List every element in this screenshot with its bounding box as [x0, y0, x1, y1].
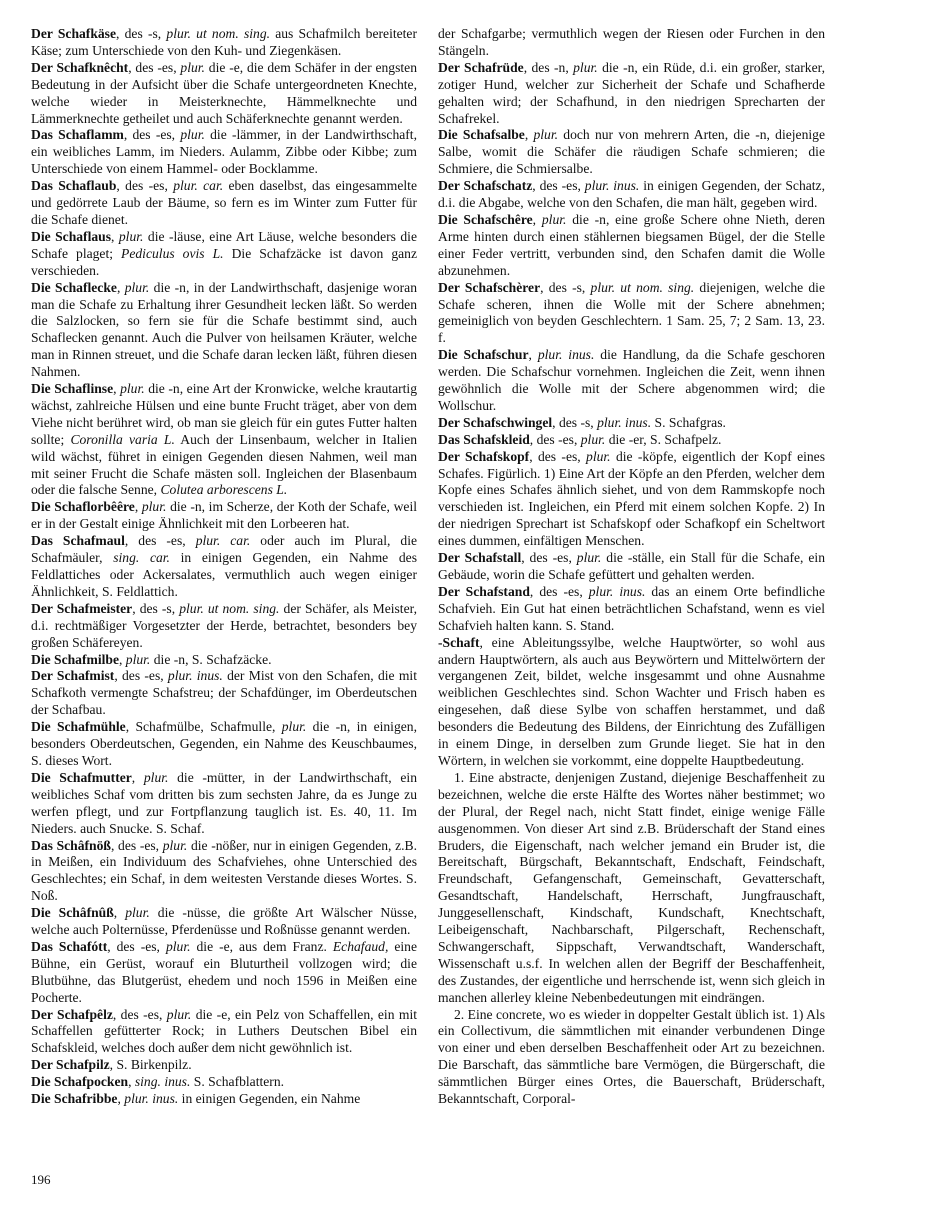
- entry-text: , des -es,: [529, 431, 581, 447]
- headword: Die Schafribbe: [31, 1091, 118, 1107]
- dictionary-entry-schafschatz: [438, 178, 825, 212]
- entry-text: , des -es,: [124, 533, 196, 549]
- headword: Der Schafknêcht: [31, 59, 129, 75]
- dictionary-entry-schafsalbe: [438, 127, 825, 178]
- italic-text: plur. inus.: [597, 414, 652, 430]
- dictionary-entry-schafstall: [438, 550, 825, 584]
- entry-text: die -mütter, in der Landwirthschaft, ein weibliches Schaf vom dritten bis zum sechsten Jahre, da es Junge zu werfen pflegt, und zur Fortpflanzung tauglich ist. Es. 40, 11. Im Nieders. auch Snucke. S. Schaf.: [31, 769, 417, 836]
- entry-text: ,: [524, 127, 534, 143]
- entry-text: 1. Eine abstracte, denjenigen Zustand, diejenige Beschaffenheit zu bezeichnen, welche die erste Hälfte des Wortes näher bestimmet; wo der Plural, der Regel nach, nicht Statt findet, einige wenige Fälle ausgenommen. Von dieser Art sind z.B. Brüderschaft der Stand eines Bruders, die Eigenschaft, nach welcher jemand ein Bruder ist, die Bereitschaft, Bürgschaft, Bekanntschaft, Endschaft, Feindschaft, Freundschaft, Gefangenschaft, Gemeinschaft, Gevatterschaft, Gesandtschaft, Handelschaft, Herrschaft, Jungfrauschaft, Junggesellenschaft, Kindschaft, Kundschaft, Knechtschaft, Leibeigenschaft, Nachbarschaft, Pilgerschaft, Rechenschaft, Schwangerschaft, Sippschaft, Verwandtschaft, Wanderschaft, Wissenschaft u.s.f. In welchen allen der Begriff der Beschaffenheit, des Zustandes, der eigentliche und herrschende ist, wenn sich gleich in manchen allerley kleine Nebenbedeutungen mit eindrängen.: [438, 769, 825, 1005]
- entry-text: , des -n,: [523, 59, 574, 75]
- italic-text: plur.: [162, 837, 188, 853]
- headword: Der Schafpêlz: [31, 1006, 113, 1022]
- entry-text: , des -s,: [116, 26, 167, 41]
- headword: Der Schafschwingel: [438, 414, 553, 430]
- italic-text: plur.: [533, 127, 559, 143]
- entry-text: , des -es,: [116, 178, 174, 194]
- entry-text: , des -s,: [552, 414, 598, 430]
- italic-text: plur.: [166, 1006, 192, 1022]
- entry-text: die Handlung, da die Schafe geschoren werden. Die Schafschur vornehmen. Ingleichen die Zeit, wenn ihnen gewöhnlich die Wolle mit der Schere abgenommen wird; die Wollschur.: [438, 347, 825, 413]
- headword: Die Schafschur: [438, 347, 529, 363]
- italic-text: plur. car.: [195, 533, 251, 549]
- entry-text: in einigen Gegenden, ein Nahme: [178, 1091, 361, 1107]
- italic-text: plur.: [125, 651, 151, 667]
- headword: Die Schafmutter: [31, 769, 132, 785]
- entry-text: die -läuse, eine Art Läuse, welche besonders die Schafe plaget;: [31, 228, 417, 261]
- entry-text: das an einem Orte befindliche Schafvieh. Ein Gut hat einen beträchtlichen Schafstand, wenn es viel Schafvieh halten kann. S. Stand.: [438, 583, 825, 633]
- headword: Die Schaflaus: [31, 228, 111, 244]
- dictionary-entry-schafott: [31, 939, 417, 1007]
- entry-text: , des -es,: [532, 178, 585, 194]
- italic-text: plur. car.: [173, 178, 224, 194]
- headword: Der Schafrüde: [438, 59, 524, 75]
- italic-text: Echafaud,: [332, 938, 389, 954]
- entry-text: 2. Eine concrete, wo es wieder in doppelter Gestalt üblich ist. 1) Als ein Collectivum, die sämmtlichen mit einander verbundenen Dinge von einer und eben derselben Beschaffenheit oder Art zu bezeichnen. Die Barschaft, das sämmtliche bare Vermögen, die Bürgerschaft, die sämmtlichen Bürger eines Ortes, die Bauerschaft, Brüderschaft, Bekanntschaft, Corporal-: [438, 1006, 825, 1107]
- headword: Das Schafmaul: [31, 533, 125, 549]
- entry-text: die -ställe, ein Stall für die Schafe, ein Gebäude, worin die Schafe gefüttert und gehalten werden.: [438, 550, 825, 582]
- dictionary-entry-schafruede: [438, 60, 825, 128]
- entry-text: die -n, in einigen, besonders Oberdeutschen, Gegenden, ein Nahme des Keuschbaumes, S. dieses Wort.: [31, 719, 417, 768]
- page-number: 196: [31, 1172, 51, 1187]
- headword: -Schaft: [438, 634, 480, 650]
- text-paragraph-para-2: [438, 1007, 825, 1108]
- dictionary-entry-schaft-suffix: [438, 635, 825, 770]
- entry-text: die -n, im Scherze, der Koth der Schafe, weil er in der Gestalt einige Ähnlichkeit mit den Lorbeeren hat.: [31, 499, 418, 532]
- dictionary-entry-schafschur: [438, 347, 825, 415]
- entry-text: ,: [113, 381, 121, 397]
- headword: Die Schafmühle: [31, 719, 126, 735]
- entry-text: ,: [134, 499, 142, 515]
- headword: Der Schafschèrer: [438, 279, 541, 295]
- italic-text: plur.: [141, 499, 167, 515]
- headword: Das Schaflaub: [31, 178, 117, 194]
- dictionary-entry-schafribbe: [31, 1091, 417, 1108]
- dictionary-entry-schafscherer: [438, 280, 825, 348]
- entry-text: die -köpfe, eigentlich der Kopf eines Schafes. Figürlich. 1) Eine Art der Köpfe an den Pferden, welcher dem Kopfe eines Schafes ähnlich siehet, und von dem Rammskopfe noch verschieden ist. Ingleichen, ein Pferd mit einem solchen Kopfe. 2) In der niedrigen Sprechart ist Schafskopf oder Schafkopf ein Scheltwort eines dummen, einfältigen Menschen.: [438, 448, 826, 549]
- entry-text: ,: [111, 228, 119, 244]
- entry-text: , S. Birkenpilz.: [109, 1057, 192, 1073]
- entry-text: die -n, in der Landwirthschaft, dasjenige woran man die Schafe zu Erhaltung ihrer Gesundheit lecken läßt. So werden die Salzlocken, so fern sie für die Schafe bestimmt sind, auch Schaflecken genannt. Auch die Pulver von heilsamen Kräuter, welche man in Rinnen streuet, und die Schafe daran lecken läßt, führen diesen Nahmen.: [31, 279, 417, 380]
- italic-text: plur. inus.: [588, 583, 646, 599]
- dictionary-entry-schafpilz: [31, 1057, 417, 1074]
- entry-text: der Mist von den Schafen, die mit Schafkoth vermengte Schafstreu; der Schafdünger, im Oberdeutschen der Schafbau.: [31, 668, 417, 718]
- italic-text: plur.: [573, 59, 598, 75]
- dictionary-entry-schafschere: [438, 212, 825, 280]
- entry-text: die -n, eine Art der Kronwicke, welche krautartig wächst, zahlreiche Hülsen und eine bunte Frucht träget, aber von dem Viehe nicht berühret wird, ob man sie gleich für ein gutes Futter halten sollte;: [31, 381, 417, 447]
- italic-text: plur. inus.: [584, 178, 640, 194]
- entry-text: die -nößer, nur in einigen Gegenden, z.B. in Meißen, ein Individuum des Schafviehes, ohne Unterschied des Geschlechtes; ein Schaf, in dem weitesten Verstande dieses Wortes. S. Noß.: [31, 837, 417, 904]
- entry-text: der Schäfer, als Meister, d.i. rechtmäßiger Vorgesetzter der Herde, betrachtet, besonders bey großen Schäfereyen.: [31, 600, 417, 650]
- dictionary-entry-schaflaub: [31, 178, 417, 229]
- entry-text: ,: [113, 905, 126, 921]
- headword: Der Schafstall: [438, 550, 522, 566]
- entry-text: diejenigen, welche die Schafe scheren, ihnen die Wolle mit der Schere abnehmen; gemeiniglich von beyden Geschlechtern. 1 Sam. 25, 7; 2 Sam. 13, 23. f.: [438, 279, 825, 346]
- italic-text: plur. ut nom. sing.: [166, 26, 271, 41]
- right-column: [438, 26, 825, 1108]
- entry-text: Die Schafzäcke ist davon ganz verschieden.: [31, 245, 417, 278]
- dictionary-entry-schafnoess: [31, 838, 417, 906]
- dictionary-entry-schafschwingel: [438, 415, 825, 432]
- italic-text: plur.: [586, 448, 611, 464]
- dictionary-entry-schafkaese: [31, 26, 417, 60]
- entry-text: eben daselbst, das eingesammelte und gedörrete Laub der Bäume, so fern es im Winter zum Futter für die Schafe dienet.: [31, 178, 417, 227]
- entry-text: eine Bühne, ein Gerüst, worauf ein Bluturtheil vollzogen wird; die Blutbühne, das Blutgerüst, ehedem und noch 1596 in Meißen eine Pocherte.: [31, 938, 417, 1005]
- dictionary-entry-schafmuehle: [31, 719, 417, 770]
- headword: Der Schafmeister: [31, 600, 133, 616]
- entry-text: S. Schafblattern.: [190, 1074, 285, 1090]
- headword: Das Schâfnöß: [31, 837, 111, 853]
- dictionary-entry-schafmist: [31, 668, 417, 719]
- headword: Der Schafkäse: [31, 26, 117, 41]
- entry-text: , Schafmülbe, Schafmulle,: [125, 719, 282, 735]
- italic-text: plur.: [120, 381, 145, 397]
- entry-text: , des -s,: [540, 279, 591, 295]
- italic-text: sing. car.: [113, 550, 170, 566]
- entry-text: die -er, S. Schafpelz.: [605, 431, 722, 447]
- entry-text: S. Schafgras.: [651, 414, 726, 430]
- entry-text: Auch der Linsenbaum, welcher in Italien wild wächst, führet in einigen Gegenden diesen Nahmen, weil man mit seiner Frucht die Schafe mästen soll. Ingleichen der Blasenbaum oder die falsche Senne,: [31, 431, 417, 498]
- italic-text: plur.: [165, 938, 191, 954]
- headword: Die Schâfnûß: [31, 905, 114, 921]
- entry-text: , des -es,: [128, 59, 181, 75]
- dictionary-entry-schafmeister: [31, 601, 417, 652]
- italic-text: plur. ut nom. sing.: [590, 279, 695, 295]
- entry-text: in einigen Gegenden, ein Nahme des Feldlattiches oder Ackersalates, vermuthlich auch wegen einiger Ähnlichkeit, S. Feldlattich.: [31, 550, 417, 599]
- entry-text: , des -es,: [529, 448, 587, 464]
- headword: Das Schafótt: [31, 938, 108, 954]
- headword: Der Schafmist: [31, 668, 115, 684]
- headword: Der Schafstand: [438, 583, 530, 599]
- left-column: [31, 26, 417, 1108]
- headword: Die Schafsalbe: [438, 127, 525, 143]
- dictionary-entry-schaflaus: [31, 229, 417, 280]
- entry-text: , des -s,: [132, 600, 180, 616]
- italic-text: plur. ut nom. sing.: [179, 600, 280, 616]
- entry-text: oder auch im Plural, die Schafmäuler,: [31, 533, 418, 566]
- dictionary-entry-schafknecht: [31, 60, 417, 128]
- italic-text: plur.: [580, 431, 606, 447]
- headword: Die Schafmilbe: [31, 651, 119, 667]
- entry-text: ,: [128, 1074, 135, 1090]
- italic-text: plur.: [125, 905, 150, 921]
- entry-text: die -nüsse, die größte Art Wälscher Nüsse, welche auch Polternüsse, Pferdenüsse und Roßnüsse genannt werden.: [31, 905, 418, 938]
- headword: Der Schafschatz: [438, 178, 533, 194]
- entry-text: , eine Ableitungssylbe, welche Hauptwörter, so wohl aus andern Hauptwörtern, als auch aus Beywörtern und Mittelwörtern der vergangenen Zeit, bildet, welche insgesammt und ohne Ausnahme weiblichen Geschlechtes sind. Schon Wachter und Frisch haben es eingesehen, daß diese Sylbe von schaffen herstammet, und daß besonders die Bedeutung des Bildens, der Einrichtung des Zufälligen in einem Dinge, in derselben zum Grunde lieget. Sie hat in den Wörtern, in welchen sie vorkommt, eine doppelte Hauptbedeutung.: [438, 634, 825, 768]
- text-paragraph-cont: [438, 26, 825, 60]
- headword: Das Schaflamm: [31, 127, 124, 143]
- dictionary-entry-schaflinse: [31, 381, 417, 499]
- entry-text: aus Schafmilch bereiteter Käse; zum Unterschiede von den Kuh- und Ziegenkäsen.: [31, 26, 417, 58]
- italic-text: plur.: [180, 59, 205, 75]
- dictionary-entry-schafpelz: [31, 1007, 417, 1058]
- dictionary-entry-schafmilbe: [31, 652, 417, 669]
- italic-text: Coronilla varia L.: [70, 431, 175, 447]
- italic-text: plur.: [281, 719, 307, 735]
- entry-text: die -n, S. Schafzäcke.: [150, 651, 272, 667]
- dictionary-entry-schafstand: [438, 584, 825, 635]
- headword: Der Schafskopf: [438, 448, 530, 464]
- dictionary-entry-schafskleid: [438, 432, 825, 449]
- italic-text: plur. inus.: [537, 347, 595, 363]
- dictionary-entry-schafnuss: [31, 905, 417, 939]
- headword: Das Schafskleid: [438, 431, 530, 447]
- entry-text: ,: [117, 1091, 125, 1107]
- italic-text: plur.: [576, 550, 602, 566]
- entry-text: die -n, ein Rüde, d.i. ein großer, starker, zotiger Hund, welcher zur Sicherheit der Schafe und Schafherde gehalten wird; der Schafhund, in den niedrigen Sprecharten der Schafrekel.: [438, 59, 826, 126]
- entry-text: ,: [131, 769, 144, 785]
- headword: Die Schaflorbêêre: [31, 499, 135, 515]
- entry-text: , des -es,: [521, 550, 577, 566]
- dictionary-entry-schaflorbeere: [31, 499, 417, 533]
- entry-text: die -e, die dem Schäfer in der engsten Bedeutung in der Aufsicht über die Schafe untergeordneten Knechte, welche wieder in Meisterknechte, Hämmelknechte und Lämmerknechte getheilet und auch Schäferknechte genannt werden.: [31, 59, 417, 126]
- headword: Die Schafschêre: [438, 211, 533, 227]
- entry-text: ,: [532, 211, 542, 227]
- entry-text: in einigen Gegenden, der Schatz, d.i. die Abgabe, welche von den Schafen, die man hält, gegeben wird.: [438, 178, 825, 211]
- dictionary-entry-schafmaul: [31, 533, 417, 601]
- text-paragraph-para-1: [438, 770, 825, 1007]
- entry-text: , des -es,: [112, 1006, 167, 1022]
- headword: Die Schaflecke: [31, 279, 117, 295]
- entry-text: die -e, aus dem Franz.: [190, 938, 333, 954]
- italic-text: plur. inus.: [167, 668, 223, 684]
- headword: Der Schafpilz: [31, 1057, 110, 1073]
- dictionary-entry-schafpocken: [31, 1074, 417, 1091]
- italic-text: plur.: [124, 279, 150, 295]
- dictionary-entry-schafmutter: [31, 770, 417, 838]
- italic-text: Pediculus ovis L.: [121, 245, 224, 261]
- italic-text: plur.: [180, 127, 205, 143]
- entry-text: der Schafgarbe; vermuthlich wegen der Riesen oder Furchen in den Stängeln.: [438, 26, 825, 58]
- entry-text: , des -es,: [123, 127, 181, 143]
- italic-text: Colutea arborescens L.: [160, 482, 288, 498]
- entry-text: , des -es,: [529, 583, 589, 599]
- italic-text: plur.: [143, 769, 169, 785]
- entry-text: , des -es,: [107, 938, 166, 954]
- entry-text: ,: [118, 651, 126, 667]
- entry-text: , des -es,: [110, 837, 163, 853]
- italic-text: sing. inus.: [134, 1074, 191, 1090]
- headword: Die Schafpocken: [31, 1074, 129, 1090]
- entry-text: doch nur von mehrern Arten, die -n, diejenige Salbe, womit die Schäfer die räudigen Schafe schmieren; die Schmiere, die Schmiersalbe.: [438, 127, 825, 177]
- entry-text: , des -es,: [114, 668, 168, 684]
- dictionary-entry-schaflamm: [31, 127, 417, 178]
- dictionary-entry-schaflecke: [31, 280, 417, 381]
- italic-text: plur.: [118, 228, 144, 244]
- entry-text: die -n, eine große Schere ohne Nieth, deren Arme hinten durch einen stählernen biegsamen Bügel, der die Stelle einer Feder vertritt, verbunden sind, den Schafen damit die Wolle abzunehmen.: [438, 211, 826, 278]
- entry-text: die -lämmer, in der Landwirthschaft, ein weibliches Lamm, im Nieders. Aulamm, Zibbe oder Kibbe; zum Unterschiede von einem Hammel- oder Bocklamme.: [31, 127, 417, 177]
- entry-text: die -e, ein Pelz von Schaffellen, ein mit Schaffellen gefütterter Rock; in Luthers Deutschen Bibel ein Schafskleid, welches doch außer dem nicht gewöhnlich ist.: [31, 1006, 417, 1056]
- dictionary-entry-schafskopf: [438, 449, 825, 550]
- italic-text: plur. inus.: [124, 1091, 179, 1107]
- italic-text: plur.: [541, 211, 567, 227]
- headword: Die Schaflinse: [31, 381, 114, 397]
- entry-text: ,: [528, 347, 538, 363]
- entry-text: ,: [116, 279, 125, 295]
